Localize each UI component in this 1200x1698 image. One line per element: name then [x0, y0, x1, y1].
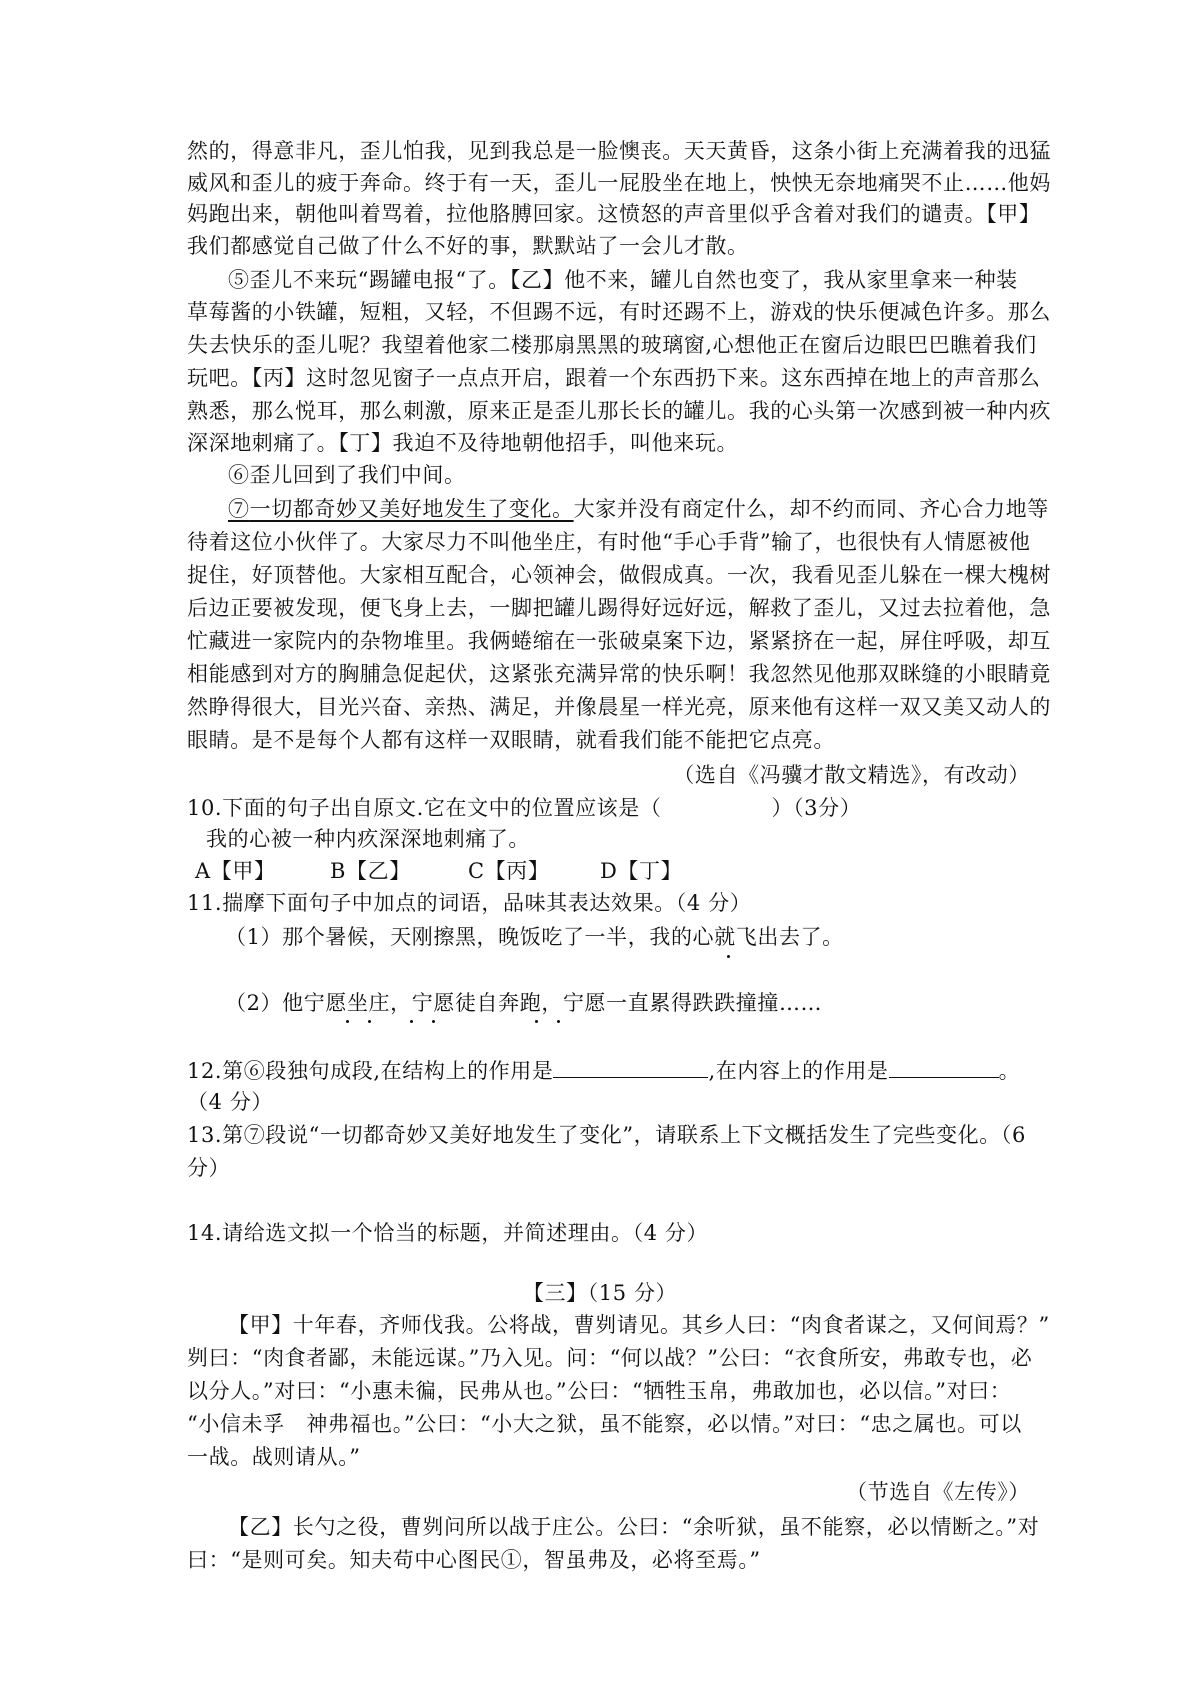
passage-line: 忙藏进一家院内的杂物堆里。我俩蜷缩在一张破桌案下边，紧紧挤在一起，屏住呼吸，却互 — [187, 629, 1051, 653]
passage-line: 然的，得意非凡，歪儿怕我，见到我总是一脸懊丧。天天黄昏，这条小街上充满着我的迅猛 — [187, 139, 1051, 163]
question-12-score: （4 分） — [187, 1090, 274, 1114]
question-13: 13.第⑦段说“一切都奇妙又美好地发生了变化”，请联系上下文概括发生了完些变化。（6 — [187, 1123, 1026, 1147]
classical-text-line: 曰：“是则可矣。知夫苟中心图民①，智虽弗及，必将至焉。” — [187, 1548, 761, 1572]
classical-text-line: 以分人。”对曰：“小惠未徧，民弗从也。”公曰：“牺牲玉帛，弗敢加也，必以信。”对曰： — [187, 1379, 1012, 1403]
passage-line: 捉住，好顶替他。大家相互配合，心领神会，做假成真。一次，我看见歪儿躲在一棵大槐树 — [187, 563, 1051, 587]
passage-line: 失去快乐的歪儿呢？我望着他家二楼那扇黑黑的玻璃窗,心想他正在窗后边眼巴巴瞧着我们 — [187, 333, 1037, 357]
question-11-2: （2）他宁愿坐庄，宁愿徒自奔跑，宁愿一直累得跌跌撞撞…… — [225, 991, 823, 1015]
answer-blank — [889, 1055, 999, 1078]
passage-line: 威风和歪儿的疲于奔命。终于有一天，歪儿一屁股坐在地上，怏怏无奈地痛哭不止……他妈 — [187, 171, 1051, 195]
emphasis-dot — [368, 1020, 371, 1023]
classical-source: （节选自《左传》） — [846, 1480, 1030, 1504]
emphasis-dot — [727, 955, 730, 958]
question-11: 11.揣摩下面句子中加点的词语，品味其表达效果。（4 分） — [187, 891, 752, 915]
passage-line: 后边正要被发现，便飞身上去，一脚把罐儿踢得好远好远，解救了歪儿，又过去拉着他，急 — [187, 596, 1051, 620]
question-12: 12.第⑥段独句成段,在结构上的作用是 ,在内容上的作用是 。 — [187, 1055, 1020, 1086]
option-d: D【丁】 — [600, 859, 683, 883]
paragraph-7-first-line: ⑦一切都奇妙又美好地发生了变化。大家并没有商定什么，却不约而同、齐心合力地等 — [228, 497, 1049, 521]
passage-line: 眼睛。是不是每个人都有这样一双眼睛，就看我们能不能把它点亮。 — [187, 728, 835, 752]
emphasis-dot — [410, 1020, 413, 1023]
answer-blank — [553, 1055, 708, 1078]
classical-text-line: 【甲】十年春，齐师伐我。公将战，曹刿请见。其乡人曰：“肉食者谋之，又何间焉？” — [228, 1313, 1050, 1337]
passage-line: 熟悉，那么悦耳，那么刺激，原来正是歪儿那长长的罐儿。我的心头第一次感到被一种内疚 — [187, 399, 1051, 423]
passage-line: ⑥歪儿回到了我们中间。 — [228, 463, 466, 487]
passage-line: ⑤歪儿不来玩“踢罐电报“了。【乙】他不来，罐儿自然也变了，我从家里拿来一种装 — [228, 268, 1018, 292]
question-13-score: 分） — [187, 1156, 231, 1180]
emphasis-dot — [535, 1020, 538, 1023]
passage-line: 妈跑出来，朝他叫着骂着，拉他胳膊回家。这愤怒的声音里似乎含着对我们的谴责。【甲】 — [187, 202, 1041, 226]
para7-underlined: ⑦一切都奇妙又美好地发生了变化。 — [228, 497, 574, 521]
passage-line: 深深地刺痛了。【丁】我迫不及待地朝他招手，叫他来玩。 — [187, 431, 739, 455]
passage-line: 然睁得很大，目光兴奋、亲热、满足，并像晨星一样光亮，原来他有这样一双又美又动人的 — [187, 695, 1051, 719]
question-11-1: （1）那个暑候，天刚擦黑，晚饭吃了一半，我的心就飞出去了。 — [225, 925, 844, 949]
passage-line: 玩吧。【丙】这时忽见窗子一点点开启，跟着一个东西扔下来。这东西掉在地上的声音那么 — [187, 366, 1041, 390]
passage-line: 我们都感觉自己做了什么不好的事，默默站了一会儿才散。 — [187, 234, 749, 258]
passage-source: （选自《冯骥才散文精选》，有改动） — [673, 763, 1030, 787]
classical-text-line: 【乙】长勺之役，曹刿问所以战于庄公。公曰：“余听狱，虽不能察，必以情断之。”对 — [228, 1515, 1040, 1539]
classical-text-line: 一战。战则请从。” — [187, 1445, 361, 1469]
question-10-sentence: 我的心被一种内疚深深地刺痛了。 — [206, 827, 530, 851]
classical-text-line: “小信未孚 神弗福也。”公曰：“小大之狱，虽不能察，必以情。”对曰：“忠之属也。可以 — [187, 1412, 1022, 1436]
emphasis-dot — [432, 1020, 435, 1023]
passage-line: 相能感到对方的胸脯急促起伏，这紧张充满异常的快乐啊！我忽然见他那双眯缝的小眼睛竟 — [187, 662, 1051, 686]
option-a: A【甲】 — [195, 859, 276, 883]
section-heading: 【三】（15 分） — [522, 1281, 678, 1305]
passage-line: 待着这位小伙伴了。大家尽力不叫他坐庄，有时他“手心手背”输了，也很快有人情愿被他 — [187, 530, 1031, 554]
option-c: C【丙】 — [468, 859, 550, 883]
classical-text-line: 刿曰：“肉食者鄙，未能远谋。”乃入见。问：“何以战？”公曰：“衣食所安，弗敢专也，必 — [187, 1346, 1033, 1370]
option-b: B【乙】 — [330, 859, 411, 883]
question-14: 14.请给选文拟一个恰当的标题，并简述理由。（4 分） — [187, 1221, 709, 1245]
emphasis-dot — [346, 1020, 349, 1023]
passage-line: 草莓酱的小铁罐，短粗，又轻，不但踢不远，有时还踢不上，游戏的快乐便减色许多。那么 — [187, 300, 1051, 324]
question-10: 10.下面的句子出自原文.它在文中的位置应该是（ ）（3分） — [187, 796, 862, 820]
emphasis-dot — [557, 1020, 560, 1023]
